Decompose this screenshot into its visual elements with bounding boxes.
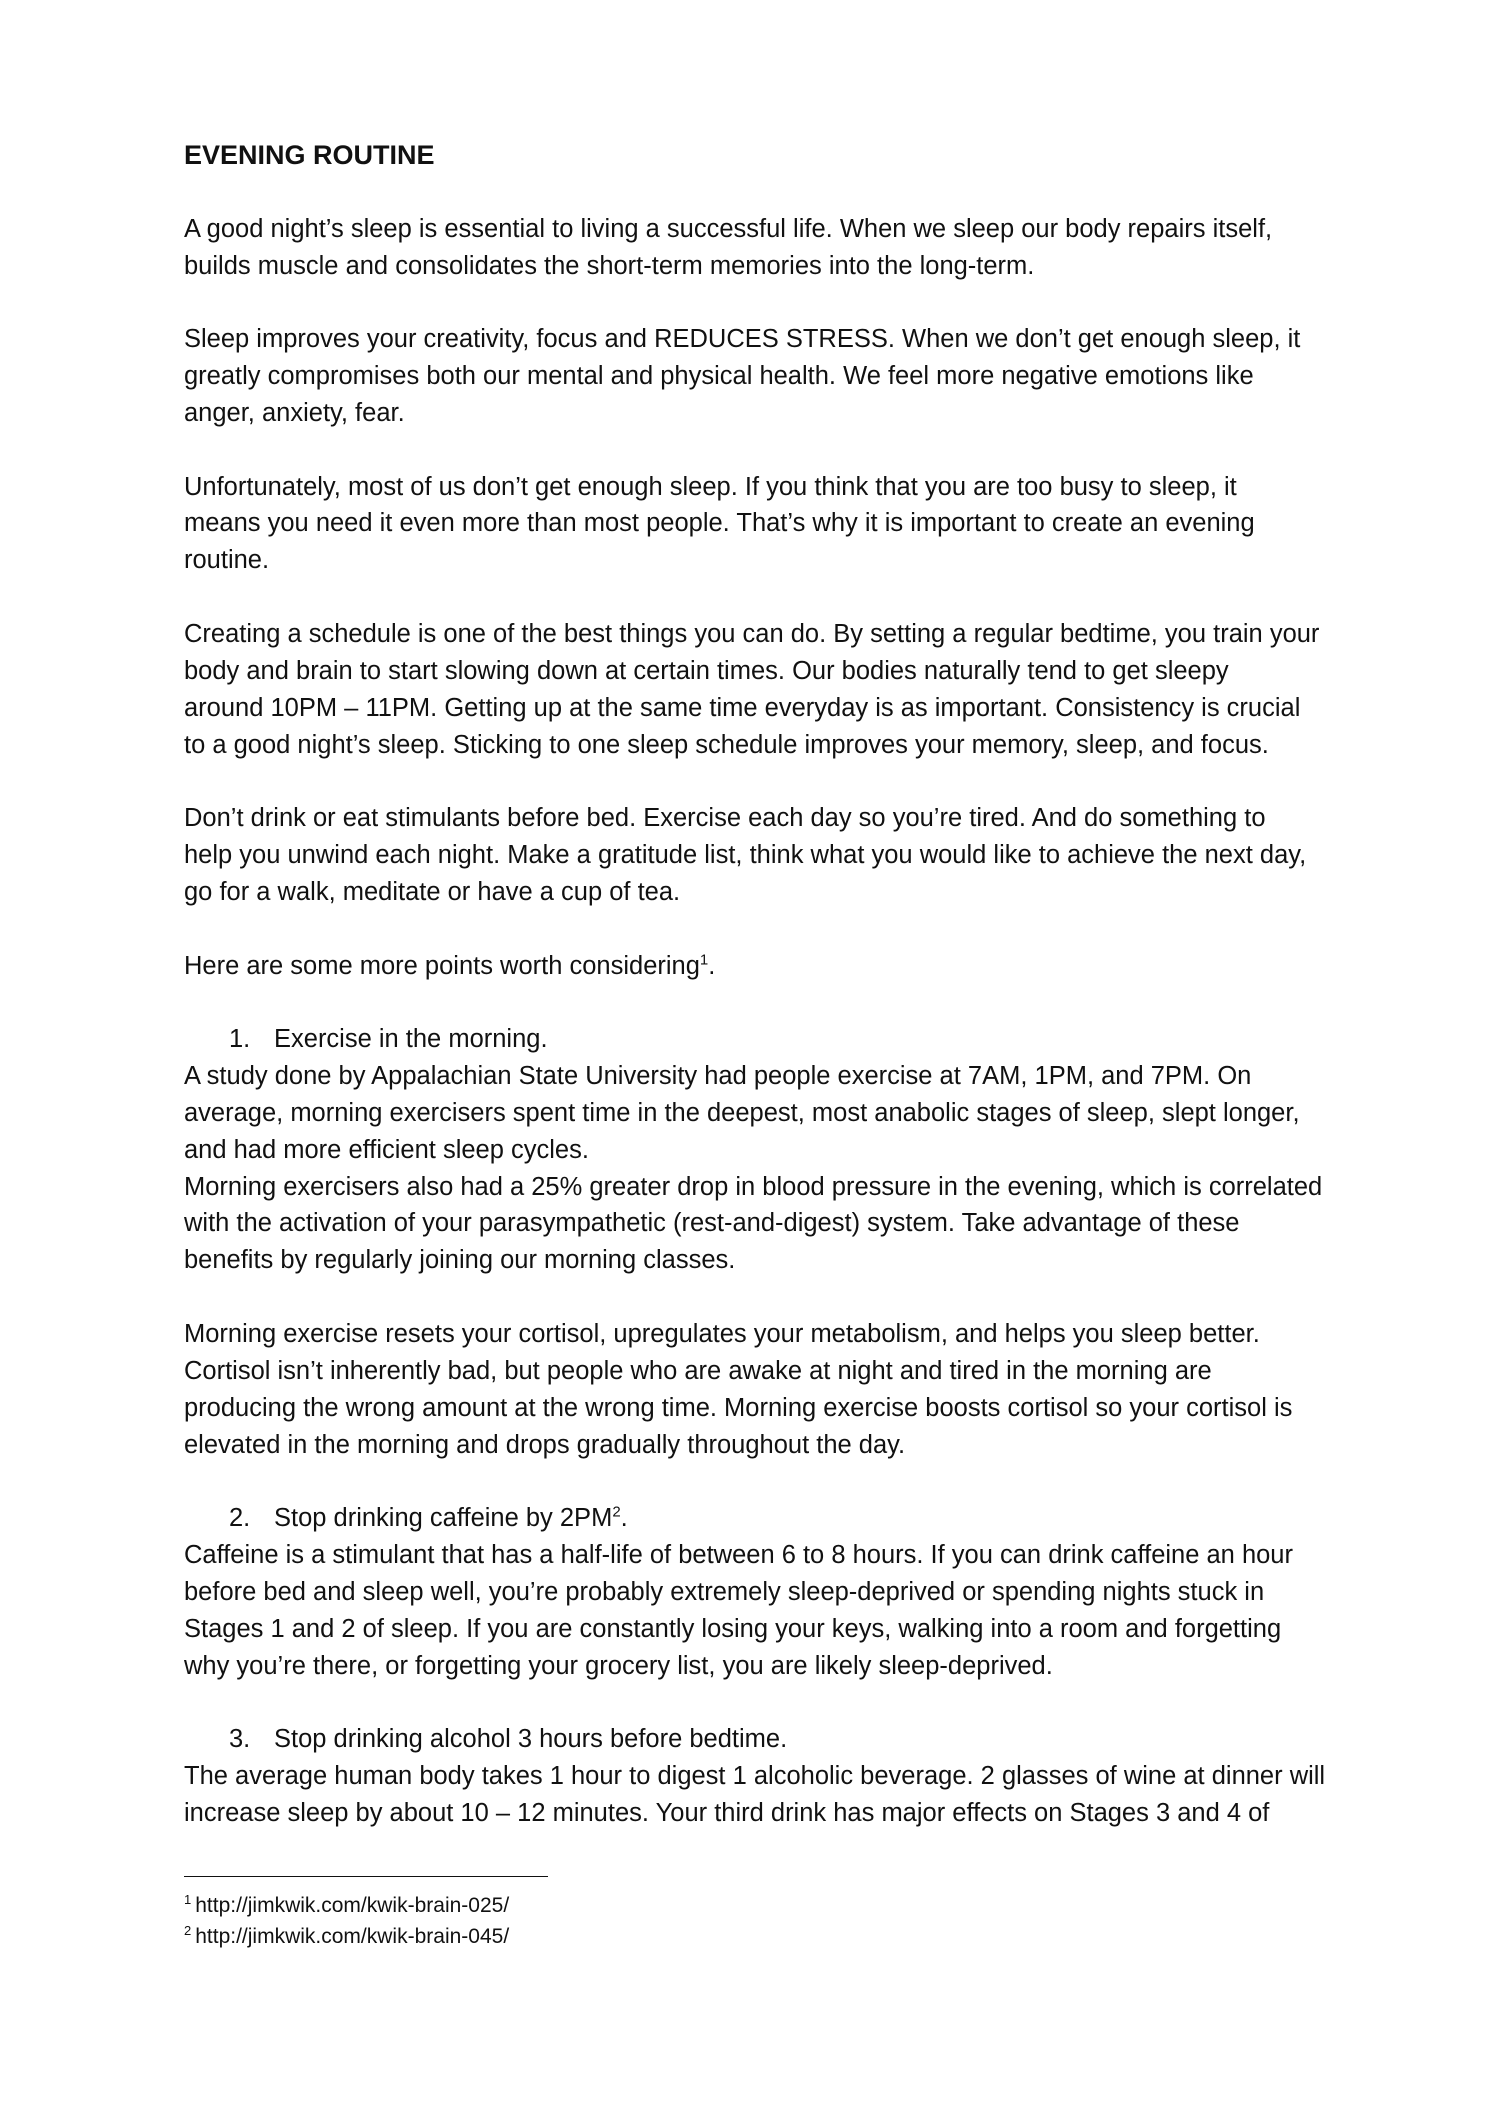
text-line: A good night’s sleep is essential to living a successful life. When we sleep our body repairs itself, — [184, 214, 1273, 243]
paragraph — [184, 211, 1334, 285]
text-line: builds muscle and consolidates the short-term memories into the long-term. — [184, 251, 1035, 280]
text-line: means you need it even more than most people. That’s why it is important to create an evening — [184, 509, 1255, 538]
text-line: why you’re there, or forgetting your grocery list, you are likely sleep-deprived. — [184, 1651, 1053, 1680]
text-line: A study done by Appalachian State University had people exercise at 7AM, 1PM, and 7PM. On — [184, 1062, 1252, 1091]
text-line: benefits by regularly joining our morning classes. — [184, 1246, 736, 1275]
text-line: Don’t drink or eat stimulants before bed. Exercise each day so you’re tired. And do something to — [184, 804, 1266, 833]
text-line: Unfortunately, most of us don’t get enough sleep. If you think that you are too busy to sleep, it — [184, 472, 1237, 501]
text-line: elevated in the morning and drops gradually throughout the day. — [184, 1430, 906, 1459]
paragraph — [184, 1758, 1334, 1832]
text-line: and had more efficient sleep cycles. — [184, 1135, 589, 1164]
paragraph — [184, 1537, 1334, 1684]
text-line: Caffeine is a stimulant that has a half-life of between 6 to 8 hours. If you can drink caffeine an hour — [184, 1541, 1293, 1570]
text-line: with the activation of your parasympathetic (rest-and-digest) system. Take advantage of these — [184, 1209, 1240, 1238]
text-line: body and brain to start slowing down at certain times. Our bodies naturally tend to get sleepy — [184, 656, 1229, 685]
paragraph — [184, 321, 1334, 432]
text-line: around 10PM – 11PM. Getting up at the same time everyday is as important. Consistency is crucial — [184, 693, 1301, 722]
footnote-link[interactable]: http://jimkwik.com/kwik-brain-025/ — [195, 1894, 510, 1917]
list-item: 1. Exercise in the morning. — [229, 1025, 548, 1054]
text-line: before bed and sleep well, you’re probably extremely sleep-deprived or spending nights stuck in — [184, 1577, 1265, 1606]
footnote-link[interactable]: http://jimkwik.com/kwik-brain-045/ — [195, 1925, 510, 1948]
text-line: Sleep improves your creativity, focus and REDUCES STRESS. When we don’t get enough sleep, it — [184, 325, 1301, 354]
paragraph — [184, 616, 1334, 763]
text-line: Cortisol isn’t inherently bad, but people who are awake at night and tired in the morning are — [184, 1356, 1212, 1385]
footnote-ref[interactable]: 2 — [612, 1503, 621, 1521]
text-line: Stages 1 and 2 of sleep. If you are constantly losing your keys, walking into a room and forgetting — [184, 1614, 1282, 1643]
paragraph — [184, 1316, 1334, 1463]
text-line: Creating a schedule is one of the best things you can do. By setting a regular bedtime, you train your — [184, 619, 1320, 648]
text-line: anger, anxiety, fear. — [184, 398, 405, 427]
text-line: help you unwind each night. Make a gratitude list, think what you would like to achieve the next day, — [184, 841, 1307, 870]
text-line: greatly compromises both our mental and physical health. We feel more negative emotions like — [184, 362, 1254, 391]
list-item: 2. Stop drinking caffeine by $2PM^2$. — [229, 1503, 628, 1533]
paragraph — [184, 800, 1334, 911]
footnote-ref[interactable]: 1 — [699, 951, 709, 969]
paragraph: Here are some more points worth considering$^1$. — [184, 951, 716, 980]
page-title: EVENING ROUTINE — [184, 140, 435, 170]
text-line: The average human body takes 1 hour to digest 1 alcoholic beverage. 2 glasses of wine at dinner will — [184, 1762, 1326, 1791]
text-line: Morning exercise resets your cortisol, upregulates your metabolism, and helps you sleep better. — [184, 1320, 1260, 1348]
list-item: 3. Stop drinking alcohol 3 hours before bedtime. — [229, 1725, 788, 1754]
footnote: $^2$ http://jimkwik.com/kwik-brain-045/ — [184, 1923, 510, 1948]
text-line: producing the wrong amount at the wrong time. Morning exercise boosts cortisol so your cortisol is — [184, 1393, 1293, 1422]
text-line: to a good night’s sleep. Sticking to one sleep schedule improves your memory, sleep, and focus. — [184, 730, 1269, 759]
text-line: increase sleep by about 10 – 12 minutes. Your third drink has major effects on Stages 3 and 4 of — [184, 1798, 1270, 1827]
footnote: $^1$ http://jimkwik.com/kwik-brain-025/ — [184, 1892, 510, 1917]
text-line: Morning exercisers also had a 25% greater drop in blood pressure in the evening, which is correlated — [184, 1172, 1323, 1201]
footnote-separator — [184, 1876, 548, 1877]
paragraph — [184, 469, 1334, 580]
paragraph — [184, 1058, 1334, 1279]
document-body — [184, 137, 1334, 1832]
text-line: routine. — [184, 546, 270, 575]
text-line: go for a walk, meditate or have a cup of tea. — [184, 877, 681, 906]
text-line: average, morning exercisers spent time in the deepest, most anabolic stages of sleep, slept longer, — [184, 1098, 1300, 1127]
